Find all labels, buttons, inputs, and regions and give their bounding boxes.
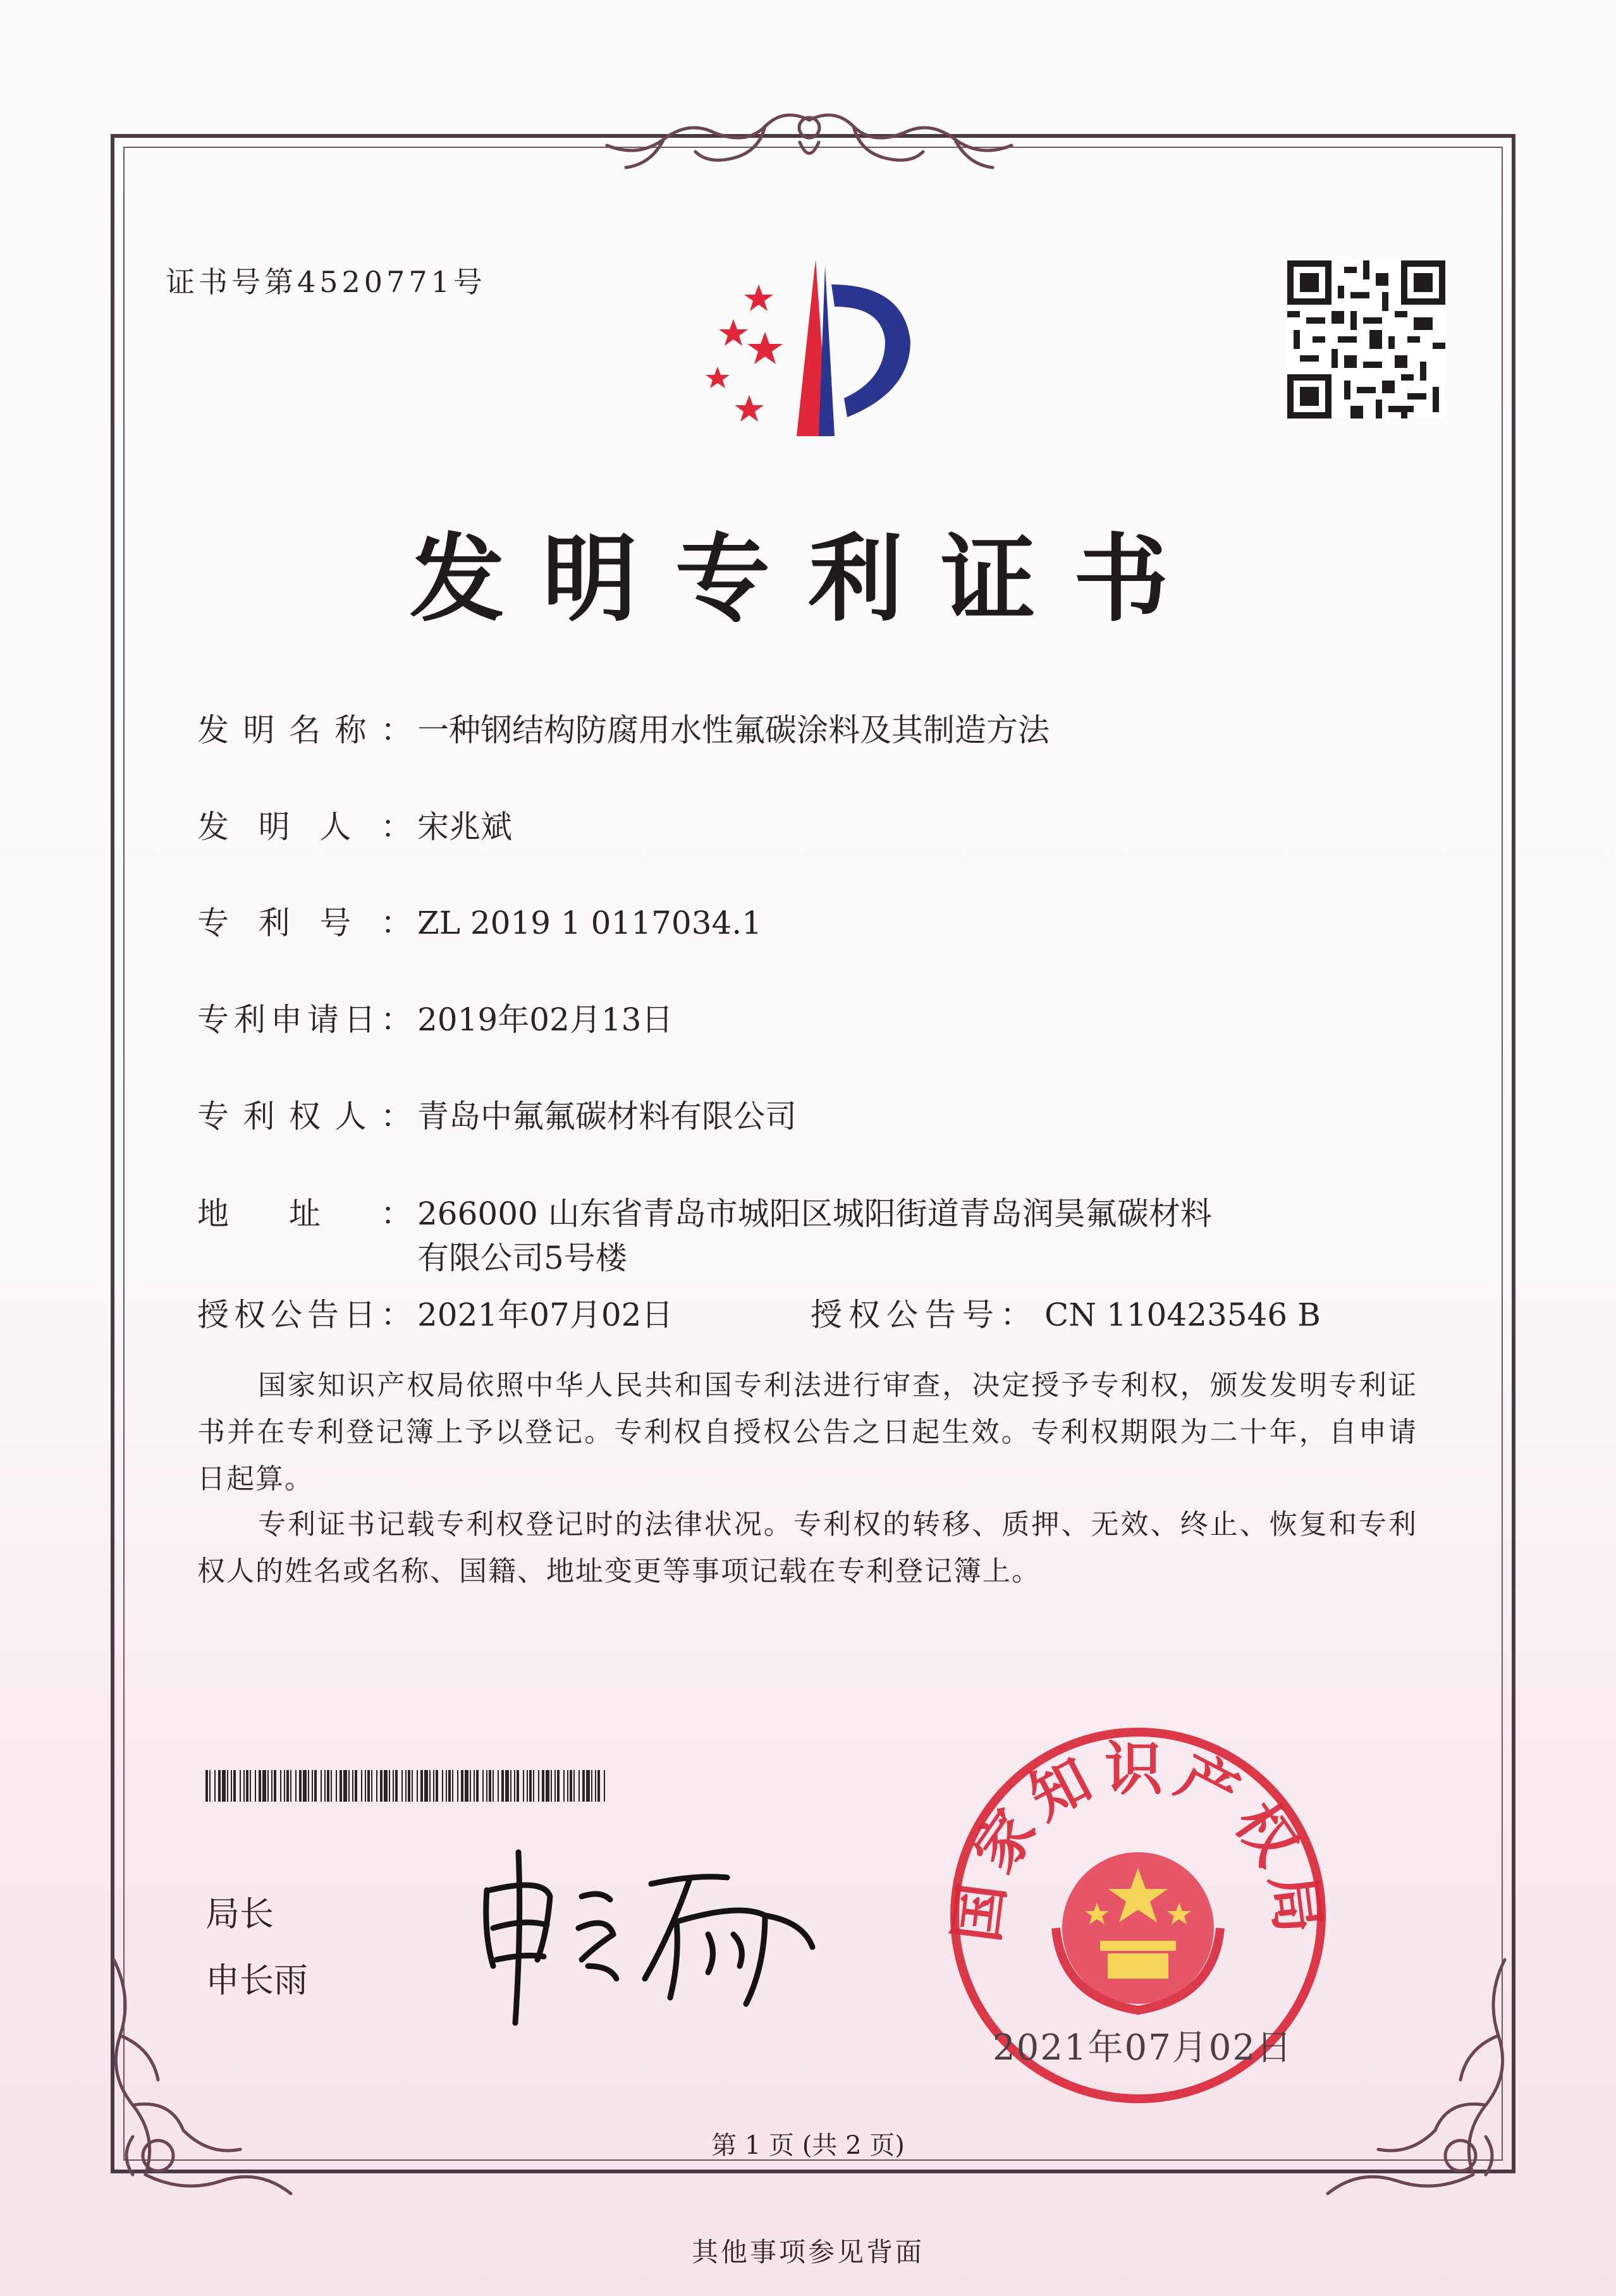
barcode-icon (205, 1770, 610, 1802)
grant-date-value: 2021年07月02日 (417, 1297, 673, 1333)
application-date-label: 专利申请日： (197, 1001, 412, 1038)
footer-note: 其他事项参见背面 (691, 2237, 924, 2268)
address-value-line2: 有限公司5号楼 (417, 1240, 627, 1276)
qr-code-icon (1287, 260, 1445, 418)
patent-number-value: ZL 2019 1 0117034.1 (417, 905, 762, 941)
address-value-line1: 266000 山东省青岛市城阳区城阳街道青岛润昊氟碳材料 (417, 1195, 1212, 1232)
cnipa-emblem-icon (683, 247, 936, 455)
legal-paragraph-1: 国家知识产权局依照中华人民共和国专利法进行审查，决定授予专利权，颁发发明专利证书并在专利登记簿上予以登记。专利权自授权公告之日起生效。专利权期限为二十年，自申请日起算。 (197, 1369, 1417, 1495)
invention-name-value: 一种钢结构防腐用水性氟碳涂料及其制造方法 (417, 712, 1050, 748)
invention-name-label: 发明名称： (197, 712, 412, 748)
page-number: 第 1 页 (共 2 页) (711, 2131, 905, 2160)
legal-paragraph-2: 专利证书记载专利权登记时的法律状况。专利权的转移、质押、无效、终止、恢复和专利权人的姓名或名称、国籍、地址变更等事项记载在专利登记簿上。 (197, 1508, 1417, 1587)
patentee-row (197, 1091, 797, 1137)
top-ornament-icon (556, 95, 1062, 183)
patentee-label: 专利权人： (197, 1098, 412, 1135)
grant-date-label: 授权公告日： (197, 1297, 412, 1333)
certificate-number: 证书号第4520771号 (166, 265, 486, 299)
signatory-title: 局长 (205, 1894, 274, 1934)
patent-number-label: 专利号： (197, 905, 412, 941)
inventor-row (197, 802, 512, 847)
inventor-value: 宋兆斌 (417, 809, 512, 845)
seal-date: 2021年07月02日 (993, 2027, 1294, 2068)
inventor-label: 发明人： (197, 809, 412, 845)
address-label: 地址： (197, 1195, 412, 1232)
grant-date-row (197, 1290, 673, 1335)
signatory-name: 申长雨 (205, 1960, 308, 2000)
certificate-title: 发明专利证书 (409, 523, 1206, 635)
invention-name-row (197, 705, 1050, 750)
application-date-value: 2019年02月13日 (417, 1001, 673, 1038)
bottom-right-ornament-icon (1315, 1947, 1524, 2213)
address-row (197, 1188, 1212, 1234)
seal-text: 国家知识产权局 (942, 1735, 1334, 1946)
director-signature (468, 1840, 822, 2029)
patent-number-row (197, 898, 762, 943)
application-date-row (197, 994, 673, 1040)
patentee-value: 青岛中氟氟碳材料有限公司 (417, 1098, 797, 1135)
grant-number-label: 授权公告号： (811, 1297, 1038, 1333)
grant-number-row (811, 1290, 1321, 1335)
grant-number-value: CN 110423546 B (1044, 1297, 1321, 1333)
